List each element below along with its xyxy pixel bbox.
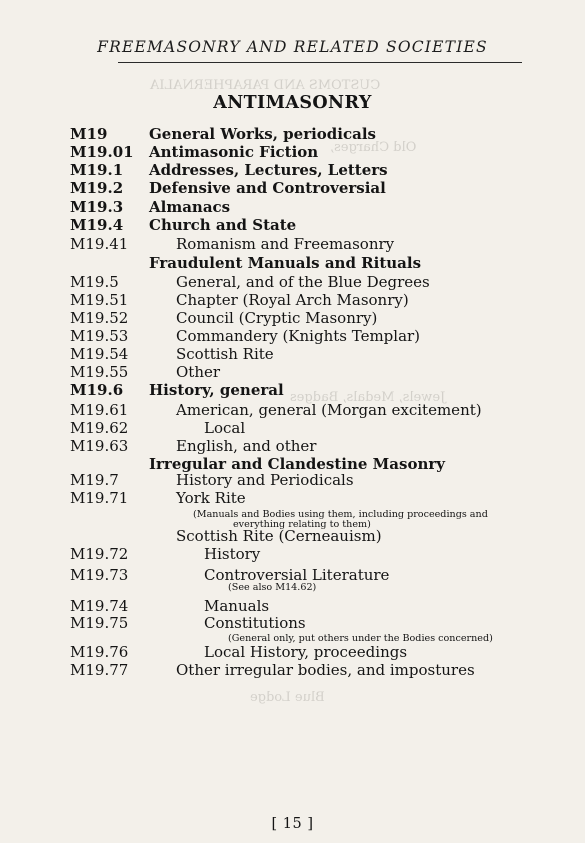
entry-label: Defensive and Controversial — [149, 179, 386, 197]
entry-code: M19.01 — [70, 143, 134, 161]
entry-label: Antimasonic Fiction — [149, 143, 319, 161]
entry-code: M19.62 — [70, 419, 129, 437]
entry-label: Romanism and Freemasonry — [176, 235, 395, 253]
entry-label: American, general (Morgan excitement) — [176, 401, 482, 419]
entry-code: M19.3 — [70, 198, 124, 216]
entry-label: Local — [204, 419, 246, 437]
entry-label: Local History, proceedings — [204, 643, 408, 661]
entry-label: General, and of the Blue Degrees — [176, 273, 430, 291]
entry-code: M19.41 — [70, 235, 129, 253]
entry-label: Constitutions — [204, 614, 306, 632]
bleed-through-text: Jewels, Medals, Badges — [290, 390, 446, 405]
entry-label: History and Periodicals — [176, 471, 354, 489]
entry-label: Other — [176, 363, 221, 381]
running-head: FREEMASONRY AND RELATED SOCIETIES — [97, 38, 488, 56]
page-number: [ 15 ] — [271, 816, 314, 832]
entry-label: Scottish Rite — [176, 345, 274, 363]
entry-code: M19.54 — [70, 345, 129, 363]
bleed-through-text: Old Charges, — [330, 140, 417, 155]
bleed-through-text: Blue Lodge — [250, 690, 325, 705]
note-york-rite-line1: (Manuals and Bodies using them, including proceedings and — [193, 509, 488, 520]
entry-code: M19.73 — [70, 566, 129, 584]
entry-code: M19 — [70, 125, 108, 143]
entry-label: History, general — [149, 381, 284, 399]
entry-code: M19.75 — [70, 614, 129, 632]
entry-code: M19.61 — [70, 401, 129, 419]
entry-label: History — [204, 545, 261, 563]
entry-label: General Works, periodicals — [149, 125, 376, 143]
entry-code: M19.63 — [70, 437, 129, 455]
header-rule — [118, 62, 522, 63]
entry-code: M19.71 — [70, 489, 129, 507]
entry-code: M19.74 — [70, 597, 129, 615]
entry-code: M19.53 — [70, 327, 129, 345]
entry-label: Other irregular bodies, and impostures — [176, 661, 475, 679]
section-title: ANTIMASONRY — [213, 93, 372, 113]
entry-code: M19.5 — [70, 273, 119, 291]
entry-code: M19.2 — [70, 179, 124, 197]
entry-label: Almanacs — [149, 198, 231, 216]
entry-code: M19.51 — [70, 291, 129, 309]
entry-label: Irregular and Clandestine Masonry — [149, 455, 445, 473]
entry-code: M19.77 — [70, 661, 129, 679]
entry-code: M19.52 — [70, 309, 129, 327]
entry-code: M19.4 — [70, 216, 124, 234]
entry-code: M19.1 — [70, 161, 124, 179]
entry-label: Council (Cryptic Masonry) — [176, 309, 378, 327]
entry-label: Controversial Literature — [204, 566, 390, 584]
bleed-through-text: CUSTOMS AND PARAPHERNALIA — [150, 78, 381, 93]
entry-code: M19.55 — [70, 363, 129, 381]
entry-code: M19.72 — [70, 545, 129, 563]
note-see-also: (See also M14.62) — [228, 582, 317, 593]
entry-label: Church and State — [149, 216, 297, 234]
note-york-rite-line2: everything relating to them) — [233, 519, 371, 530]
entry-code: M19.76 — [70, 643, 129, 661]
entry-label: Scottish Rite (Cerneauism) — [176, 527, 382, 545]
entry-label: Commandery (Knights Templar) — [176, 327, 421, 345]
entry-label: York Rite — [176, 489, 246, 507]
entry-code: M19.7 — [70, 471, 119, 489]
note-constitutions: (General only, put others under the Bodies concerned) — [228, 633, 493, 644]
entry-label: Chapter (Royal Arch Masonry) — [176, 291, 409, 309]
entry-label: English, and other — [176, 437, 317, 455]
entry-code: M19.6 — [70, 381, 124, 399]
entry-label: Manuals — [204, 597, 270, 615]
entry-label: Addresses, Lectures, Letters — [149, 161, 388, 179]
entry-label: Fraudulent Manuals and Rituals — [149, 254, 422, 272]
